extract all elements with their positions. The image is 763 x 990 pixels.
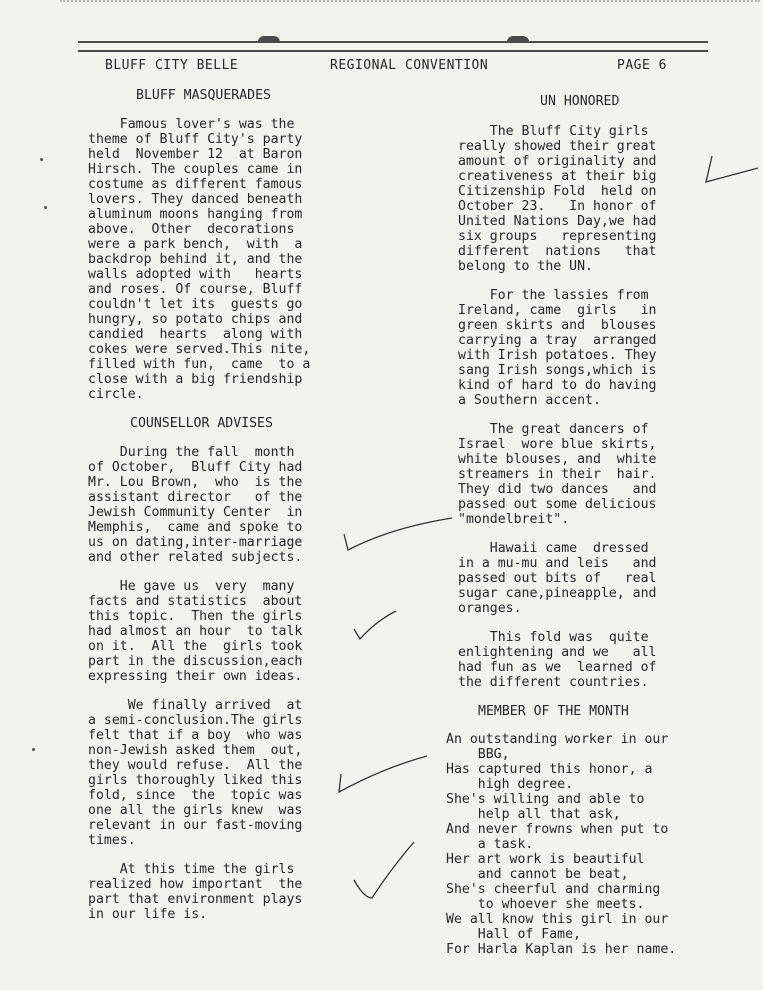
header-rule-bottom [78,50,708,52]
paper-speck [40,158,43,161]
check-mark-icon [350,840,420,905]
header-rule-top [78,41,708,43]
check-mark-icon [700,150,760,190]
publication-name: BLUFF CITY BELLE [105,58,239,73]
counsellor-paragraph: We finally arrived at a semi-conclusion.The girls felt that if a boy who was non-Jewish asked them out, they would refuse. All the girls thoroughly liked this fold, since the topic was one all the girls knew was relevant in our fast-moving times. [88,698,303,848]
un-paragraph: Hawaii came dressed in a mu-mu and leis and passed out bits of real sugar cane,pineapple, and oranges. [458,541,657,616]
top-dotted-border [60,0,760,6]
counsellor-paragraph: During the fall month of October, Bluff City had Mr. Lou Brown, who is the assistant director of the Jewish Community Center in Memphis, came and spoke to us on dating,inter-marriage and other related subjects. [88,445,303,565]
masquerades-article: Famous lover's was the theme of Bluff City's party held November 12 at Baron Hirsch. The couples came in costume as different famous lovers. They danced beneath aluminum moons hanging from above. Other decorations were a park bench, with a backdrop behind it, and the walls adopted with hearts and roses. Of course, Bluff couldn't let its guests go hungry, so potato chips and candied hearts along with cokes were served.This nite, filled with fun, came to a close with a big friendship circle. [88,117,311,402]
member-heading: MEMBER OF THE MONTH [478,704,629,719]
section-name: REGIONAL CONVENTION [330,58,489,73]
masquerades-heading: BLUFF MASQUERADES [136,88,271,103]
rule-ornament [258,36,280,42]
rule-ornament [507,36,529,42]
check-mark-icon [340,510,460,555]
left-column [88,88,310,922]
un-paragraph: For the lassies from Ireland, came girls in green skirts and blouses carrying a tray arranged with Irish potatoes. They sang Irish songs,which is kind of hard to do having a Southern accent. [458,288,657,408]
un-paragraph: The great dancers of Israel wore blue skirts, white blouses, and white streamers in their hair. They did two dances and passed out some delicious "mondelbreit". [458,422,657,527]
counsellor-paragraph: At this time the girls realized how important the part that environment plays in our life is. [88,862,303,922]
page-number: PAGE 6 [617,58,667,73]
counsellor-heading: COUNSELLOR ADVISES [130,416,273,431]
check-mark-icon [350,605,400,645]
right-column [446,94,677,957]
paper-speck [44,206,47,209]
check-mark-icon [335,752,430,797]
member-poem: An outstanding worker in our BBG, Has captured this honor, a high degree. She's willing and able to help all that ask, And never frowns when put to a task. Her art work is beautiful and cannot be beat, She's cheerful and charming to whoever she meets. We all know this girl in our Hall of Fame, For Harla Kaplan is her name. [446,732,677,957]
un-honored-heading: UN HONORED [540,94,620,109]
counsellor-paragraph: He gave us very many facts and statistics about this topic. Then the girls had almost an hour to talk on it. All the girls took part in the discussion,each expressing their own ideas. [88,579,303,684]
un-paragraph: The Bluff City girls really showed their great amount of originality and creativeness at their big Citizenship Fold held on October 23. In honor of United Nations Day,we had six groups representing different nations that belong to the UN. [458,124,657,274]
un-paragraph: This fold was quite enlightening and we all had fun as we learned of the different countries. [458,630,657,690]
paper-speck [32,748,35,751]
